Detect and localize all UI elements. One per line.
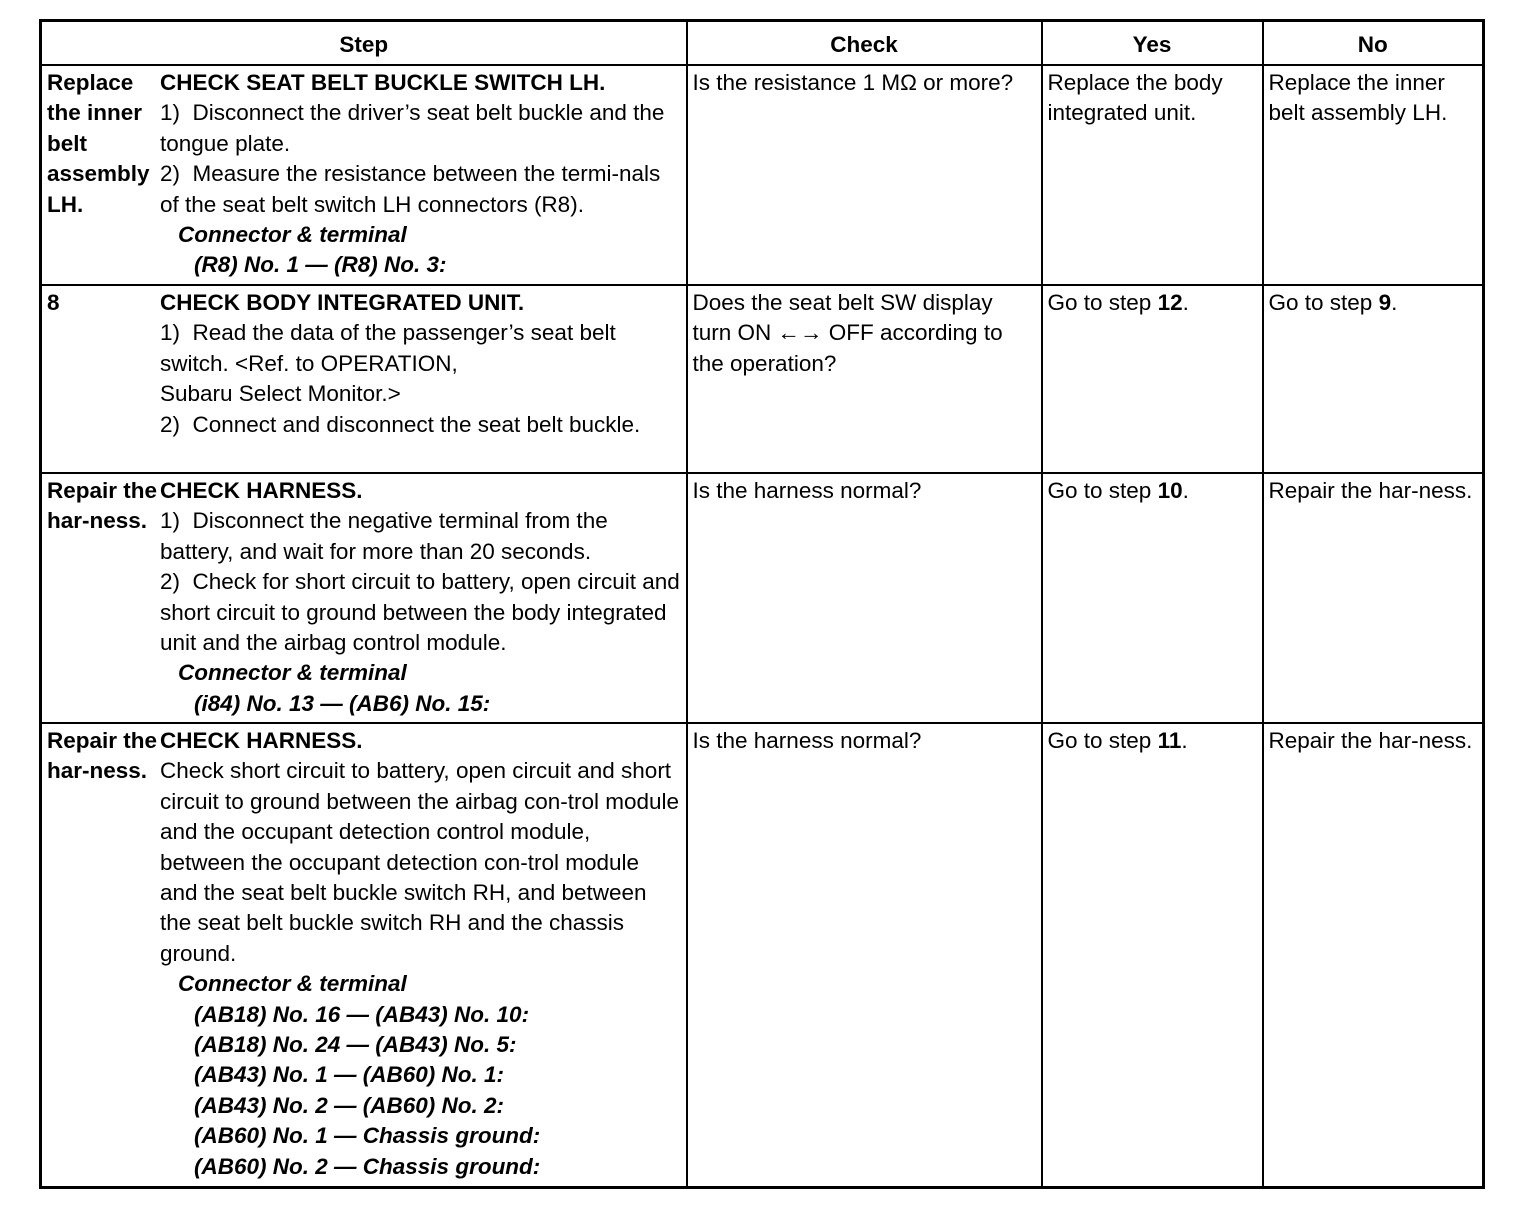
connector-terminal-line: (AB60) No. 2 — Chassis ground: — [194, 1153, 541, 1179]
step-number: Replace the inner belt assembly LH. — [47, 70, 150, 217]
step-title: CHECK HARNESS. — [160, 478, 363, 503]
header-check: Check — [687, 21, 1042, 66]
no-step-link: 9 — [1378, 290, 1392, 315]
step-instruction: 2) Check for short circuit to battery, open circuit and short circuit to ground between the body integrated unit and the airbag control module. — [160, 569, 680, 656]
step-instruction: Check short circuit to battery, open circuit and short circuit to ground between the airbag con-trol module and the occupant detection control module, between the occupant detection con-trol module and the seat belt buckle switch RH, and between the seat belt buckle switch RH and the chassis ground. — [160, 758, 680, 966]
step-cell — [41, 473, 687, 723]
step-instruction: 1) Read the data of the passenger’s seat belt switch. <Ref. to OPERATION, — [160, 320, 616, 376]
table-row — [41, 285, 1484, 473]
header-row — [41, 21, 1484, 66]
no-cell: Go to step 9. — [1263, 285, 1484, 473]
connector-terminal-line: (i84) No. 13 — (AB6) No. 15: — [194, 690, 491, 716]
table-row — [41, 65, 1484, 285]
connector-terminal-line: (AB60) No. 1 — Chassis ground: — [194, 1123, 541, 1149]
connector-terminal-line: (R8) No. 1 — (R8) No. 3: — [194, 252, 447, 278]
yes-cell: Go to step 10. — [1042, 473, 1263, 723]
check-cell: Is the resistance 1 MΩ or more? — [687, 65, 1042, 285]
table-row — [41, 723, 1484, 1188]
step-cell — [41, 65, 687, 285]
step-number: 8 — [47, 290, 60, 315]
check-cell: Is the harness normal? — [687, 723, 1042, 1188]
diagnostic-table — [39, 19, 1485, 1189]
connector-terminal-label: Connector & terminal — [178, 660, 407, 686]
connector-terminal-label: Connector & terminal — [178, 971, 407, 997]
no-cell: Replace the inner belt assembly LH. — [1263, 65, 1484, 285]
yes-cell: Go to step 11. — [1042, 723, 1263, 1188]
step-title: CHECK HARNESS. — [160, 728, 363, 753]
connector-terminal-line: (AB43) No. 1 — (AB60) No. 1: — [194, 1062, 505, 1088]
step-instruction: 2) Connect and disconnect the seat belt buckle. — [160, 411, 641, 437]
header-no: No — [1263, 21, 1484, 66]
check-cell: Does the seat belt SW display turn ON ←→ OFF according to the operation? — [687, 285, 1042, 473]
connector-terminal-label: Connector & terminal — [178, 222, 407, 248]
connector-terminal-line: (AB18) No. 24 — (AB43) No. 5: — [194, 1032, 517, 1058]
step-instruction: 2) Measure the resistance between the termi-nals of the seat belt switch LH connectors (R8). — [160, 161, 661, 217]
step-number: Repair the har-ness. — [47, 728, 158, 784]
yes-prefix: Go to step — [1047, 290, 1158, 315]
step-cell — [41, 723, 687, 1188]
no-cell: Repair the har-ness. — [1263, 723, 1484, 1188]
connector-terminal-line: (AB18) No. 16 — (AB43) No. 10: — [194, 1001, 530, 1027]
step-instruction: 1) Disconnect the driver’s seat belt buckle and the tongue plate. — [160, 100, 665, 156]
header-yes: Yes — [1042, 21, 1263, 66]
step-title: CHECK SEAT BELT BUCKLE SWITCH LH. — [160, 70, 606, 95]
step-number: Repair the har-ness. — [47, 478, 158, 534]
no-cell: Repair the har-ness. — [1263, 473, 1484, 723]
step-cell — [41, 285, 687, 473]
yes-cell: Replace the body integrated unit. — [1042, 65, 1263, 285]
no-prefix: Go to step — [1268, 290, 1379, 315]
connector-terminal-line: (AB43) No. 2 — (AB60) No. 2: — [194, 1092, 505, 1118]
yes-prefix: Go to step — [1047, 728, 1158, 753]
yes-step-link: 10 — [1157, 478, 1183, 503]
yes-prefix: Go to step — [1047, 478, 1158, 503]
yes-step-link: 11 — [1157, 728, 1182, 753]
step-instruction: Subaru Select Monitor.> — [160, 381, 401, 407]
check-cell: Is the harness normal? — [687, 473, 1042, 723]
yes-cell: Go to step 12. — [1042, 285, 1263, 473]
step-title: CHECK BODY INTEGRATED UNIT. — [160, 290, 525, 315]
table-row — [41, 473, 1484, 723]
step-instruction: 1) Disconnect the negative terminal from the battery, and wait for more than 20 seconds. — [160, 508, 608, 564]
header-step: Step — [41, 21, 687, 66]
yes-step-link: 12 — [1157, 290, 1183, 315]
